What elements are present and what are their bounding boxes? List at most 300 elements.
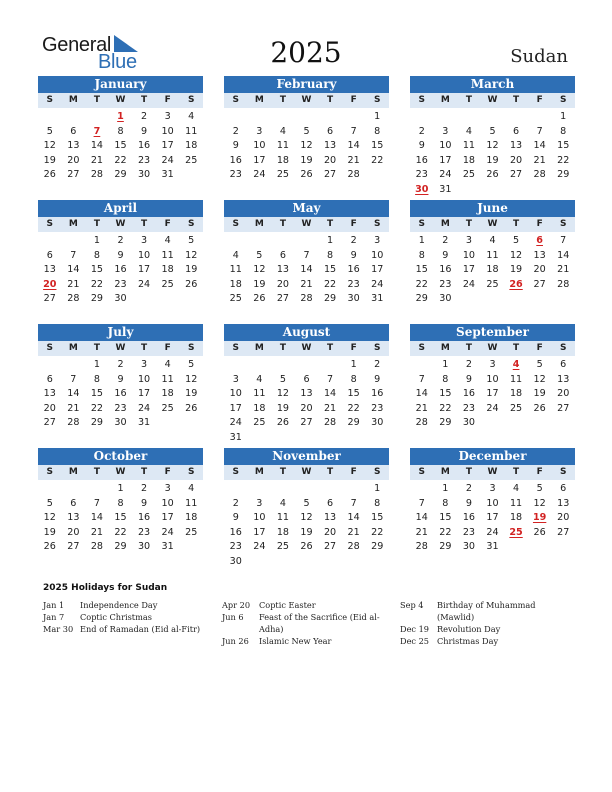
day-cell: 4: [279, 125, 286, 137]
weekday-label: T: [279, 467, 287, 477]
day-cell: 20: [323, 526, 337, 538]
day-cell: 18: [185, 512, 198, 524]
day-cell: 8: [374, 497, 381, 509]
day-cell: 10: [137, 249, 151, 261]
day-cell: 3: [164, 483, 171, 494]
weekday-label: F: [536, 95, 543, 105]
month-header: November: [224, 448, 389, 465]
day-cell: 15: [439, 388, 452, 400]
day-grid: [410, 482, 575, 555]
day-cell: 17: [253, 526, 266, 538]
day-cell: 24: [486, 402, 499, 414]
day-cell: 2: [465, 483, 472, 494]
weekday-label: T: [513, 343, 520, 353]
day-cell: 11: [462, 140, 476, 152]
day-cell: 30: [347, 293, 360, 305]
day-empty: [342, 482, 366, 497]
day-cell: 24: [439, 169, 452, 181]
day-cell: 14: [90, 512, 104, 524]
holiday-item: [43, 599, 218, 611]
day-cell: 28: [90, 169, 104, 181]
month-may: [224, 200, 389, 312]
day-cell: 10: [229, 388, 242, 400]
weekday-label: M: [254, 343, 264, 353]
day-cell: 23: [415, 169, 428, 181]
day-cell: 9: [465, 497, 472, 509]
day-cell: 7: [560, 235, 567, 246]
day-cell: 17: [253, 154, 266, 166]
day-empty: [38, 110, 62, 125]
day-cell: 13: [67, 512, 80, 524]
day-grid: [224, 482, 389, 570]
holiday-column: [400, 599, 575, 647]
day-cell: 25: [276, 541, 290, 553]
day-cell: 6: [279, 249, 286, 261]
day-cell: 4: [256, 373, 263, 385]
day-grid: [410, 110, 575, 198]
day-cell: 28: [557, 278, 570, 290]
weekday-label: T: [93, 343, 101, 353]
holiday-name: Revolution Day: [437, 624, 501, 634]
holiday-date: Jun 26: [222, 636, 249, 646]
weekday-label: S: [232, 219, 240, 229]
day-cell: 14: [557, 249, 570, 261]
day-empty: [271, 482, 295, 497]
day-cell: 12: [486, 140, 499, 152]
day-cell: 24: [462, 278, 476, 290]
calendar-country: Sudan: [510, 46, 568, 67]
day-cell: 4: [188, 111, 195, 122]
weekday-label: S: [46, 467, 54, 477]
day-cell: 25: [185, 526, 198, 538]
day-cell: 27: [533, 278, 546, 290]
holiday-name: Independence Day: [80, 600, 158, 610]
day-cell: 2: [350, 235, 357, 246]
day-cell: 10: [253, 512, 266, 524]
day-grid: [38, 234, 203, 307]
day-cell: 3: [256, 497, 263, 509]
day-cell: 30: [371, 417, 384, 429]
weekday-row: [410, 93, 575, 108]
day-empty: [38, 234, 62, 249]
day-cell: 4: [279, 497, 286, 509]
day-cell: 24: [253, 169, 266, 181]
day-cell: 2: [141, 483, 148, 494]
day-empty: [295, 234, 319, 249]
day-cell: 17: [486, 512, 499, 524]
weekday-row: [38, 341, 203, 356]
weekday-label: S: [418, 95, 426, 105]
day-cell: 5: [536, 483, 543, 494]
day-empty: [318, 482, 342, 497]
day-cell: 6: [46, 373, 53, 385]
day-cell: 27: [557, 526, 570, 538]
holiday-name: Islamic New Year: [259, 636, 332, 646]
day-cell: 18: [486, 264, 499, 276]
weekday-label: T: [279, 219, 287, 229]
holiday-date: Sep 4: [400, 600, 424, 610]
day-cell: 14: [415, 512, 428, 524]
day-empty: [318, 110, 342, 125]
weekday-label: T: [141, 343, 148, 353]
month-header: May: [224, 200, 389, 217]
day-cell: 11: [276, 140, 290, 152]
day-cell: 15: [90, 264, 104, 276]
day-cell: 27: [323, 541, 337, 553]
holiday-date: Mar 30: [43, 624, 74, 634]
day-cell: 11: [185, 497, 198, 509]
day-cell: 31: [229, 431, 242, 443]
day-cell: 2: [418, 125, 425, 137]
day-cell: 18: [276, 526, 290, 538]
day-cell: 7: [70, 249, 77, 261]
day-cell: 18: [185, 140, 198, 152]
weekday-row: [224, 217, 389, 232]
day-empty: [38, 482, 62, 497]
weekday-label: S: [46, 95, 54, 105]
day-cell: 9: [418, 140, 425, 152]
day-cell: 26: [43, 169, 56, 181]
day-cell: 21: [347, 154, 360, 166]
day-cell: 12: [276, 388, 290, 400]
day-cell-holiday: 6: [536, 235, 543, 246]
holiday-item: [222, 611, 397, 635]
day-cell: 19: [300, 154, 313, 166]
day-cell: 17: [161, 512, 174, 524]
day-cell: 22: [323, 278, 337, 290]
day-cell: 3: [256, 125, 263, 137]
day-cell: 4: [465, 125, 472, 137]
day-cell: 23: [462, 402, 476, 414]
day-cell: 11: [161, 249, 174, 261]
day-cell: 30: [137, 169, 151, 181]
day-cell: 6: [327, 497, 334, 509]
day-cell: 23: [347, 278, 360, 290]
day-cell: 28: [67, 293, 80, 305]
day-cell: 27: [276, 293, 290, 305]
day-cell: 25: [161, 278, 174, 290]
day-cell: 5: [46, 125, 53, 137]
day-empty: [457, 110, 481, 125]
day-cell: 27: [67, 169, 80, 181]
day-cell: 10: [137, 373, 151, 385]
weekday-label: S: [188, 219, 195, 229]
weekday-label: S: [232, 95, 240, 105]
day-cell: 22: [114, 526, 127, 538]
day-cell: 15: [114, 140, 127, 152]
day-cell: 28: [323, 417, 337, 429]
day-cell: 14: [90, 140, 104, 152]
weekday-label: W: [115, 467, 126, 477]
weekday-label: F: [164, 219, 171, 229]
day-cell: 8: [327, 249, 334, 261]
day-cell: 30: [462, 541, 476, 553]
weekday-label: S: [188, 467, 195, 477]
day-cell: 30: [439, 293, 452, 305]
day-cell: 24: [137, 402, 151, 414]
day-cell: 8: [93, 373, 100, 385]
weekday-label: S: [560, 95, 567, 105]
day-cell: 5: [303, 125, 310, 137]
day-cell: 21: [533, 154, 546, 166]
day-grid: [410, 234, 575, 307]
weekday-label: S: [374, 467, 381, 477]
day-cell: 26: [185, 278, 198, 290]
day-cell: 6: [70, 497, 77, 509]
weekday-row: [38, 93, 203, 108]
weekday-row: [224, 341, 389, 356]
day-cell: 25: [185, 154, 198, 166]
day-cell: 27: [323, 169, 337, 181]
weekday-label: S: [374, 219, 381, 229]
holiday-name: End of Ramadan (Eid al-Fitr): [80, 624, 201, 634]
day-cell: 14: [67, 388, 80, 400]
day-cell: 21: [415, 526, 428, 538]
day-cell: 2: [442, 235, 449, 246]
day-cell: 21: [67, 278, 80, 290]
day-cell: 31: [161, 169, 174, 181]
weekday-label: W: [487, 343, 498, 353]
day-cell: 30: [462, 417, 476, 429]
day-cell: 31: [439, 183, 452, 195]
day-cell: 18: [509, 388, 523, 400]
weekday-label: F: [350, 467, 357, 477]
day-cell: 22: [415, 278, 428, 290]
day-cell: 22: [439, 526, 452, 538]
day-cell: 9: [232, 140, 239, 152]
day-empty: [410, 482, 434, 497]
day-cell: 14: [67, 264, 80, 276]
day-cell: 9: [442, 249, 449, 261]
day-cell: 26: [486, 169, 499, 181]
weekday-label: T: [327, 95, 334, 105]
day-cell: 9: [141, 497, 148, 509]
day-cell: 23: [229, 169, 242, 181]
day-cell: 7: [418, 373, 425, 385]
day-cell: 5: [489, 125, 496, 137]
day-cell-holiday: 1: [117, 111, 124, 122]
day-empty: [224, 482, 248, 497]
day-cell: 30: [114, 417, 127, 429]
day-empty: [248, 358, 272, 373]
day-cell: 1: [327, 235, 334, 246]
month-february: [224, 76, 389, 188]
day-cell: 26: [276, 417, 290, 429]
day-cell: 25: [462, 169, 476, 181]
day-cell: 25: [486, 278, 499, 290]
weekday-label: T: [93, 95, 101, 105]
day-cell: 15: [415, 264, 428, 276]
day-cell: 13: [67, 140, 80, 152]
day-cell: 26: [253, 293, 266, 305]
day-cell: 12: [509, 249, 523, 261]
day-cell: 21: [90, 154, 104, 166]
day-cell: 16: [462, 512, 476, 524]
day-cell: 6: [560, 359, 567, 370]
day-cell: 16: [137, 140, 151, 152]
day-cell: 19: [185, 264, 198, 276]
day-cell: 23: [462, 526, 476, 538]
weekday-label: T: [93, 219, 101, 229]
day-cell: 1: [418, 235, 425, 246]
day-cell: 22: [371, 526, 384, 538]
day-empty: [224, 234, 248, 249]
day-cell: 5: [46, 497, 53, 509]
day-cell: 3: [465, 235, 472, 246]
day-cell: 19: [253, 278, 266, 290]
weekday-label: T: [465, 95, 473, 105]
month-header: September: [410, 324, 575, 341]
day-cell: 10: [161, 125, 174, 137]
day-cell: 12: [533, 373, 546, 385]
weekday-label: S: [188, 343, 195, 353]
month-header: June: [410, 200, 575, 217]
weekday-label: S: [560, 467, 567, 477]
day-cell: 23: [229, 541, 242, 553]
day-cell: 13: [323, 140, 337, 152]
day-cell: 14: [533, 140, 546, 152]
day-cell-holiday: 20: [43, 278, 57, 290]
day-cell: 14: [347, 512, 360, 524]
day-grid: [224, 358, 389, 446]
day-cell: 9: [374, 373, 381, 385]
day-cell: 5: [303, 497, 310, 509]
day-cell: 19: [43, 154, 56, 166]
weekday-label: M: [440, 467, 450, 477]
day-empty: [434, 110, 458, 125]
day-cell: 16: [462, 388, 476, 400]
day-cell: 29: [90, 293, 104, 305]
day-empty: [295, 358, 319, 373]
weekday-label: M: [440, 219, 450, 229]
day-cell: 7: [93, 497, 100, 509]
day-cell: 13: [509, 140, 523, 152]
weekday-row: [224, 465, 389, 480]
holiday-date: Jan 1: [43, 600, 65, 610]
day-cell: 2: [374, 359, 381, 370]
day-cell: 16: [415, 154, 428, 166]
holiday-name: Coptic Easter: [259, 600, 316, 610]
day-cell: 20: [67, 154, 80, 166]
weekday-label: S: [418, 343, 426, 353]
weekday-label: F: [350, 95, 357, 105]
day-cell: 31: [161, 541, 174, 553]
day-cell: 15: [114, 512, 127, 524]
day-cell: 12: [300, 140, 313, 152]
holidays-title: 2025 Holidays for Sudan: [43, 583, 168, 593]
day-cell: 6: [46, 249, 53, 261]
day-cell: 31: [486, 541, 499, 553]
weekday-label: M: [440, 95, 450, 105]
month-august: [224, 324, 389, 443]
day-cell: 2: [465, 359, 472, 370]
day-empty: [481, 110, 505, 125]
holiday-date: Dec 25: [400, 636, 430, 646]
holiday-name: Coptic Christmas: [80, 612, 152, 622]
day-cell: 28: [347, 169, 360, 181]
day-empty: [224, 110, 248, 125]
day-cell: 1: [442, 483, 449, 494]
month-november: [224, 448, 389, 567]
day-cell: 25: [161, 402, 174, 414]
day-cell: 21: [90, 526, 104, 538]
day-empty: [224, 358, 248, 373]
day-cell: 23: [137, 526, 151, 538]
day-empty: [410, 110, 434, 125]
weekday-row: [224, 93, 389, 108]
day-cell: 10: [253, 140, 266, 152]
weekday-label: M: [254, 467, 264, 477]
day-cell-holiday: 25: [509, 526, 523, 538]
day-cell: 23: [439, 278, 452, 290]
day-cell: 20: [533, 264, 546, 276]
day-cell: 22: [557, 154, 570, 166]
weekday-label: T: [465, 467, 473, 477]
holiday-date: Jan 7: [43, 612, 65, 622]
day-cell: 6: [327, 125, 334, 137]
day-cell-holiday: 4: [512, 359, 520, 370]
holiday-name: Feast of the Sacrifice (Eid al-Adha): [259, 612, 380, 634]
day-cell: 8: [350, 373, 357, 385]
day-empty: [62, 110, 86, 125]
holiday-name: Birthday of Muhammad (Mawlid): [437, 600, 536, 622]
day-cell: 12: [300, 512, 313, 524]
day-empty: [295, 110, 319, 125]
day-cell: 15: [439, 512, 452, 524]
day-cell: 10: [439, 140, 452, 152]
day-cell: 18: [161, 264, 174, 276]
weekday-label: T: [327, 467, 334, 477]
day-cell: 19: [300, 526, 313, 538]
day-cell: 3: [141, 235, 148, 246]
day-cell: 15: [557, 140, 570, 152]
holiday-date: Dec 19: [400, 624, 430, 634]
day-cell: 12: [43, 512, 56, 524]
day-cell: 22: [371, 154, 384, 166]
day-cell: 28: [415, 541, 428, 553]
day-cell: 17: [137, 264, 151, 276]
day-cell: 4: [188, 483, 195, 494]
day-cell: 7: [536, 125, 543, 137]
day-cell: 4: [232, 249, 239, 261]
weekday-label: T: [279, 95, 287, 105]
day-cell: 11: [486, 249, 499, 261]
day-empty: [528, 110, 552, 125]
day-empty: [318, 358, 342, 373]
day-grid: [38, 110, 203, 183]
holiday-item: [222, 635, 397, 647]
day-cell: 16: [439, 264, 452, 276]
day-cell: 2: [232, 125, 239, 137]
weekday-label: W: [115, 343, 126, 353]
day-cell: 7: [327, 373, 334, 385]
day-cell: 13: [43, 388, 56, 400]
day-cell: 7: [350, 497, 357, 509]
day-cell: 4: [513, 483, 520, 494]
holiday-item: [43, 623, 218, 635]
day-cell: 20: [323, 154, 337, 166]
day-cell: 10: [462, 249, 476, 261]
day-cell: 15: [347, 388, 360, 400]
day-cell: 2: [232, 497, 239, 509]
holiday-item: [400, 599, 575, 623]
day-cell: 1: [350, 359, 357, 370]
day-cell: 28: [347, 541, 360, 553]
day-cell: 17: [439, 154, 452, 166]
day-cell: 11: [276, 512, 290, 524]
day-empty: [85, 110, 109, 125]
day-cell: 28: [67, 417, 80, 429]
